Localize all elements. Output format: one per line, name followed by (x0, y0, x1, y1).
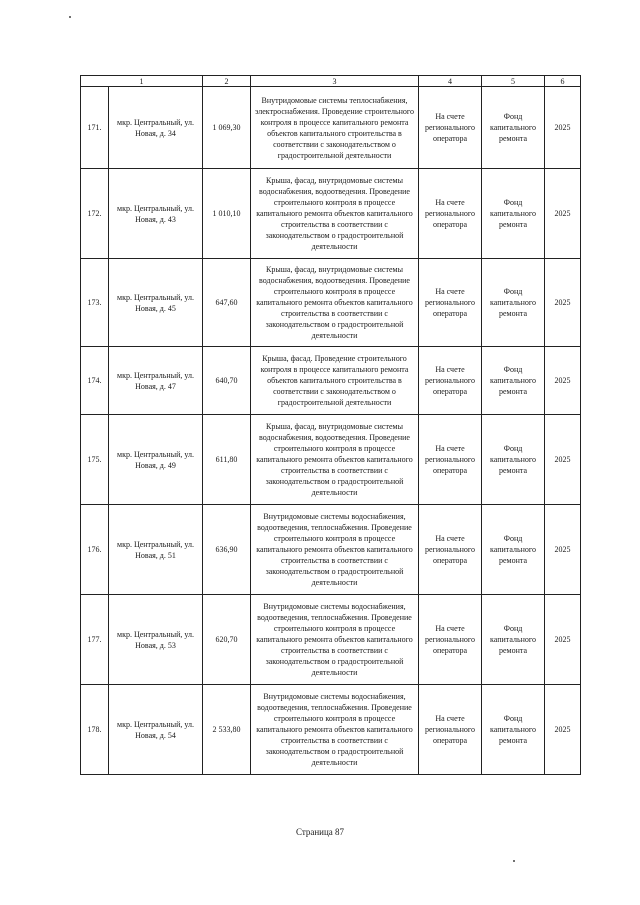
row-number-cell: 171. (81, 87, 109, 169)
scan-speck (69, 16, 71, 18)
address-cell: мкр. Центральный, ул. Новая, д. 51 (109, 505, 203, 595)
funding-account-cell: На счете регионального оператора (419, 347, 482, 415)
table-header-row (81, 76, 581, 87)
year-cell: 2025 (545, 685, 581, 775)
year-cell: 2025 (545, 595, 581, 685)
funding-account-cell: На счете регионального оператора (419, 87, 482, 169)
table-row (81, 169, 581, 259)
works-description-cell: Внутридомовые системы водоснабжения, водоотведения, теплоснабжения. Проведение строительного контроля в процессе капитального ремонта объектов капитального строительства в соответствии с законодательством о градостроительной деятельности (251, 595, 419, 685)
address-cell: мкр. Центральный, ул. Новая, д. 43 (109, 169, 203, 259)
address-cell: мкр. Центральный, ул. Новая, д. 49 (109, 415, 203, 505)
row-number-cell: 174. (81, 347, 109, 415)
year-cell: 2025 (545, 169, 581, 259)
row-number-cell: 177. (81, 595, 109, 685)
works-description-cell: Крыша, фасад, внутридомовые системы водоснабжения, водоотведения. Проведение строительного контроля в процессе капитального ремонта объектов капитального строительства в соответствии с законодательством о градостроительной деятельности (251, 169, 419, 259)
area-cell: 647,60 (203, 259, 251, 347)
header-cell-5: 5 (482, 76, 545, 87)
funding-source-cell: Фонд капитального ремонта (482, 259, 545, 347)
address-cell: мкр. Центральный, ул. Новая, д. 53 (109, 595, 203, 685)
funding-account-cell: На счете регионального оператора (419, 685, 482, 775)
year-cell: 2025 (545, 347, 581, 415)
funding-source-cell: Фонд капитального ремонта (482, 169, 545, 259)
works-description-cell: Внутридомовые системы теплоснабжения, электроснабжения. Проведение строительного контроля в процессе капитального ремонта объектов капитального строительства в соответствии с законодательством о градостроительной деятельности (251, 87, 419, 169)
funding-account-cell: На счете регионального оператора (419, 505, 482, 595)
row-number-cell: 175. (81, 415, 109, 505)
funding-account-cell: На счете регионального оператора (419, 259, 482, 347)
year-cell: 2025 (545, 259, 581, 347)
header-cell-6: 6 (545, 76, 581, 87)
area-cell: 2 533,80 (203, 685, 251, 775)
year-cell: 2025 (545, 87, 581, 169)
address-cell: мкр. Центральный, ул. Новая, д. 34 (109, 87, 203, 169)
area-cell: 640,70 (203, 347, 251, 415)
row-number-cell: 178. (81, 685, 109, 775)
header-cell-2: 2 (203, 76, 251, 87)
table-row (81, 685, 581, 775)
funding-source-cell: Фонд капитального ремонта (482, 415, 545, 505)
works-description-cell: Внутридомовые системы водоснабжения, водоотведения, теплоснабжения. Проведение строительного контроля в процессе капитального ремонта объектов капитального строительства в соответствии с законодательством о градостроительной деятельности (251, 685, 419, 775)
funding-source-cell: Фонд капитального ремонта (482, 347, 545, 415)
works-description-cell: Внутридомовые системы водоснабжения, водоотведения, теплоснабжения. Проведение строительного контроля в процессе капитального ремонта объектов капитального строительства в соответствии с законодательством о градостроительной деятельности (251, 505, 419, 595)
works-description-cell: Крыша, фасад, внутридомовые системы водоснабжения, водоотведения. Проведение строительного контроля в процессе капитального ремонта объектов капитального строительства в соответствии с законодательством о градостроительной деятельности (251, 259, 419, 347)
funding-source-cell: Фонд капитального ремонта (482, 87, 545, 169)
works-description-cell: Крыша, фасад. Проведение строительного контроля в процессе капитального ремонта объектов капитального строительства в соответствии с законодательством о градостроительной деятельности (251, 347, 419, 415)
table-row (81, 415, 581, 505)
page-number: Страница 87 (295, 827, 345, 837)
funding-account-cell: На счете регионального оператора (419, 169, 482, 259)
table-row (81, 595, 581, 685)
funding-source-cell: Фонд капитального ремонта (482, 595, 545, 685)
area-cell: 1 010,10 (203, 169, 251, 259)
funding-account-cell: На счете регионального оператора (419, 595, 482, 685)
table-row (81, 505, 581, 595)
address-cell: мкр. Центральный, ул. Новая, д. 54 (109, 685, 203, 775)
year-cell: 2025 (545, 505, 581, 595)
row-number-cell: 176. (81, 505, 109, 595)
area-cell: 636,90 (203, 505, 251, 595)
works-description-cell: Крыша, фасад, внутридомовые системы водоснабжения, водоотведения. Проведение строительного контроля в процессе капитального ремонта объектов капитального строительства в соответствии с законодательством о градостроительной деятельности (251, 415, 419, 505)
table-row (81, 87, 581, 169)
funding-source-cell: Фонд капитального ремонта (482, 685, 545, 775)
row-number-cell: 173. (81, 259, 109, 347)
row-number-cell: 172. (81, 169, 109, 259)
address-cell: мкр. Центральный, ул. Новая, д. 45 (109, 259, 203, 347)
header-cell-4: 4 (419, 76, 482, 87)
area-cell: 611,80 (203, 415, 251, 505)
header-cell-1: 1 (81, 76, 203, 87)
area-cell: 620,70 (203, 595, 251, 685)
area-cell: 1 069,30 (203, 87, 251, 169)
table-row (81, 347, 581, 415)
table-row (81, 259, 581, 347)
scan-speck (513, 860, 515, 862)
address-cell: мкр. Центральный, ул. Новая, д. 47 (109, 347, 203, 415)
header-cell-3: 3 (251, 76, 419, 87)
funding-account-cell: На счете регионального оператора (419, 415, 482, 505)
funding-source-cell: Фонд капитального ремонта (482, 505, 545, 595)
works-table (80, 75, 581, 775)
year-cell: 2025 (545, 415, 581, 505)
